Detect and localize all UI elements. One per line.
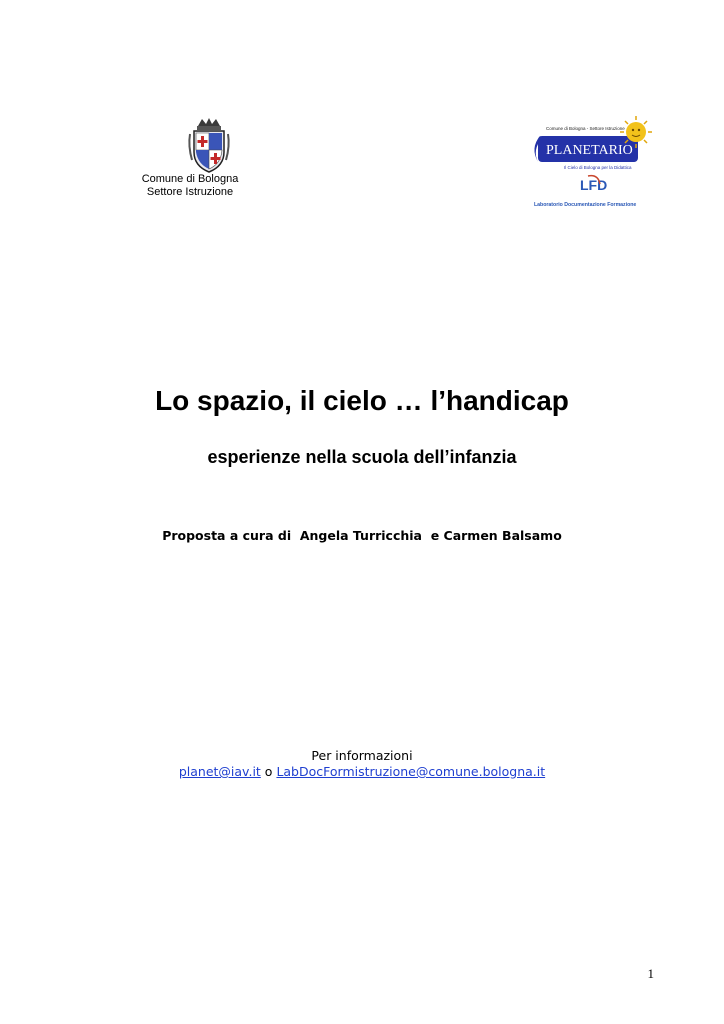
logo-top-text: Comune di Bologna - Settore Istruzione xyxy=(546,126,625,131)
lab-text: Laboratorio Documentazione Formazione xyxy=(534,202,637,208)
page-number: 1 xyxy=(647,966,654,981)
lab-mark: LFD xyxy=(580,177,608,193)
logo-name: PLANETARIO xyxy=(546,143,633,158)
contact-email-link-planet[interactable]: planet@iav.it xyxy=(178,764,261,779)
contact-links xyxy=(0,764,724,780)
comune-bologna-crest-logo xyxy=(186,116,232,174)
organization-department: Settore Istruzione xyxy=(146,186,234,198)
document-title: Lo spazio, il cielo … l’handicap xyxy=(155,385,569,416)
contact-separator: o xyxy=(260,764,277,779)
document-subtitle: esperienze nella scuola dell’infanzia xyxy=(207,447,517,467)
document-authors: Proposta a cura di Angela Turricchia e Carmen Balsamo xyxy=(162,528,562,543)
contact-email-link-labdoc[interactable]: LabDocFormistruzione@comune.bologna.it xyxy=(276,764,546,779)
planetario-logo xyxy=(528,114,654,214)
logo-sub-text: Il Cielo di Bologna per la Didattica xyxy=(564,165,632,170)
header-organization xyxy=(128,173,252,199)
contact-label: Per informazioni xyxy=(311,748,413,763)
organization-name: Comune di Bologna xyxy=(141,173,239,185)
